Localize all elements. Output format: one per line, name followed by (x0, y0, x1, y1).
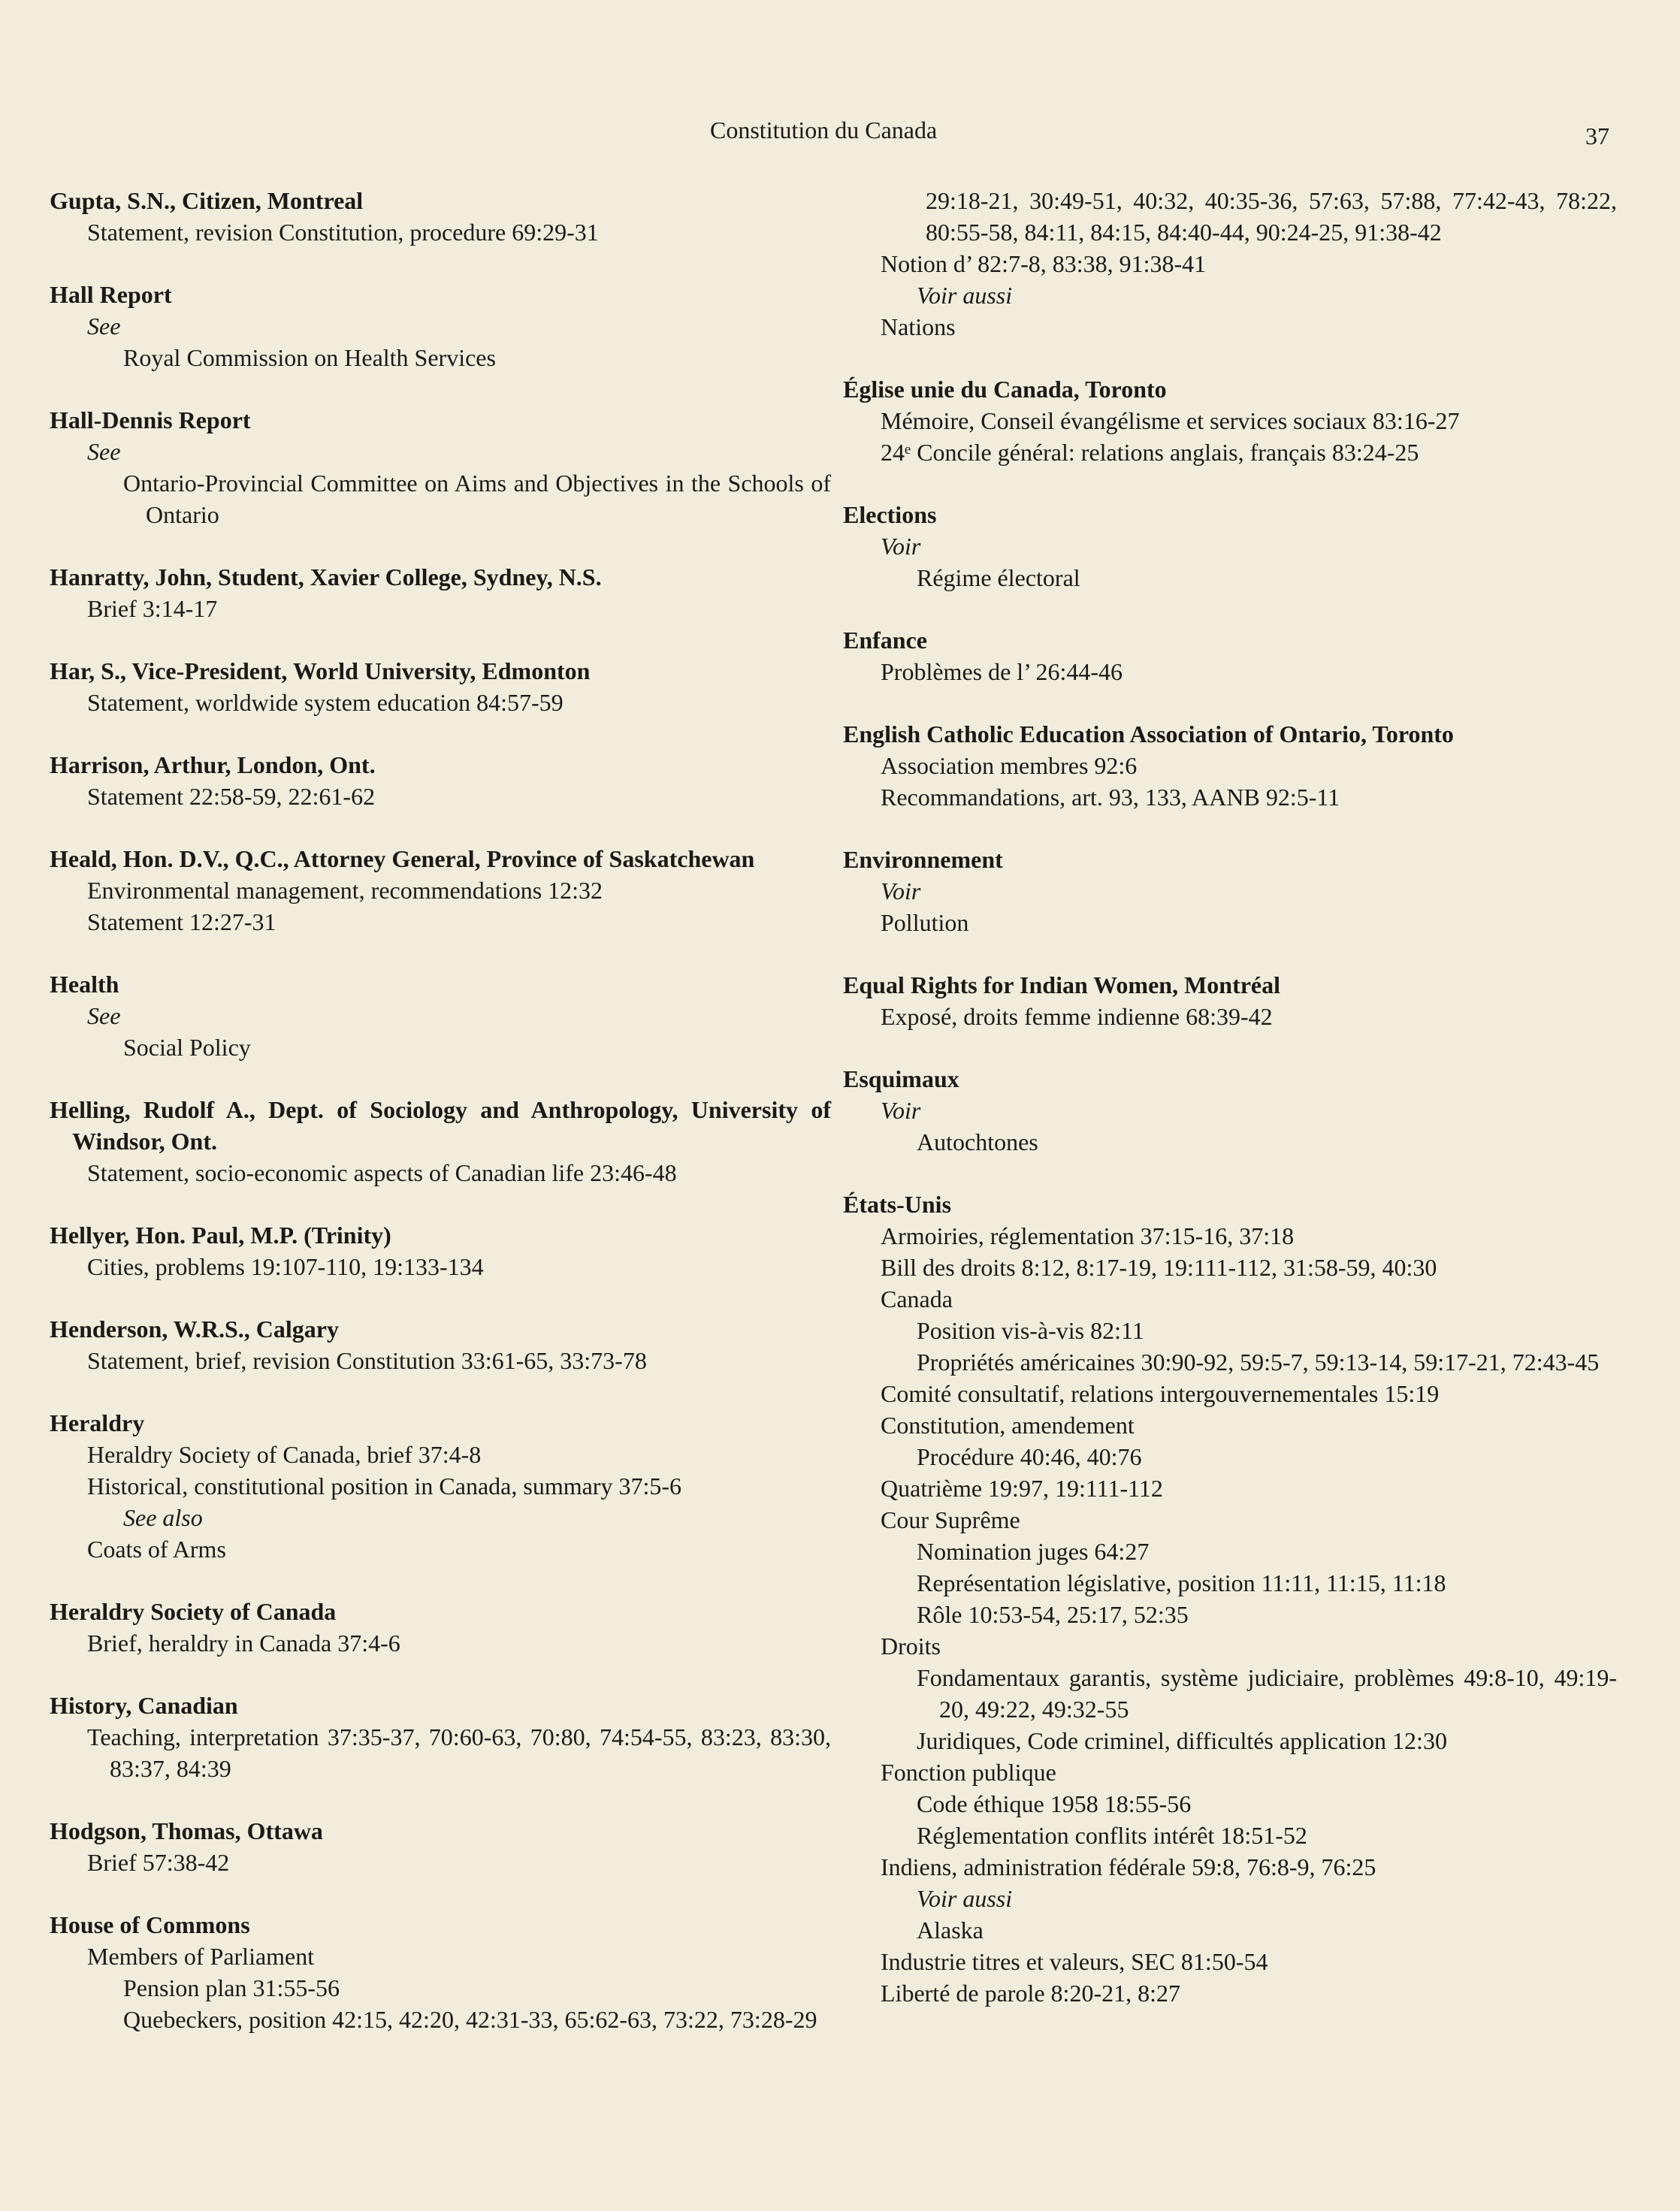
index-entry (50, 404, 831, 530)
index-subentry: Comité consultatif, relations intergouvernementales 15:19 (881, 1380, 1440, 1407)
index-subentry: Quebeckers, position 42:15, 42:20, 42:31-33, 65:62-63, 73:22, 73:28-29 (123, 2006, 817, 2033)
index-subentry: Statement, worldwide system education 84:57-59 (87, 689, 564, 716)
index-heading: Enfance (843, 627, 927, 654)
index-heading: Har, S., Vice-President, World University, Edmonton (50, 657, 591, 684)
index-entry (50, 1407, 831, 1565)
index-subentry: Exposé, droits femme indienne 68:39-42 (881, 1003, 1273, 1030)
index-entry-continuation (843, 185, 1617, 343)
index-subentry: Nations (881, 313, 956, 340)
index-entry (843, 844, 1617, 938)
index-entry (50, 1596, 831, 1659)
index-subentry: Pollution (881, 909, 969, 936)
index-subentry: Cour Suprême (881, 1506, 1020, 1533)
index-entry (50, 1909, 831, 2035)
index-heading: English Catholic Education Association of Ontario, Toronto (843, 720, 1454, 748)
index-subentry: Mémoire, Conseil évangélisme et services sociaux 83:16-27 (881, 407, 1460, 434)
cross-reference-label: See (87, 313, 121, 340)
index-entry (50, 968, 831, 1063)
cross-reference-label: See also (123, 1504, 203, 1531)
index-heading: History, Canadian (50, 1692, 238, 1719)
index-subentry: Nomination juges 64:27 (917, 1538, 1150, 1565)
index-subentry: Association membres 92:6 (881, 752, 1138, 779)
index-subentry: Statement 12:27-31 (87, 908, 276, 935)
cross-reference-label: Voir aussi (917, 1885, 1013, 1912)
index-subentry: Rôle 10:53-54, 25:17, 52:35 (917, 1601, 1189, 1628)
index-subentry: Problèmes de l’ 26:44-46 (881, 658, 1123, 685)
index-heading: Health (50, 971, 119, 998)
index-column-right (843, 185, 1617, 2040)
index-subentry: Statement, revision Constitution, procedure 69:29-31 (87, 219, 599, 246)
index-entry (843, 499, 1617, 594)
cross-reference-label: Voir (881, 533, 921, 560)
index-heading: Hodgson, Thomas, Ottawa (50, 1817, 323, 1844)
index-subentry: Pension plan 31:55-56 (123, 1974, 340, 2001)
index-entry (843, 969, 1617, 1032)
index-entry (50, 749, 831, 812)
index-entry (843, 1063, 1617, 1158)
index-heading: Hellyer, Hon. Paul, M.P. (Trinity) (50, 1222, 391, 1249)
index-subentry: Indiens, administration fédérale 59:8, 76:8-9, 76:25 (881, 1853, 1376, 1880)
index-subentry: Canada (881, 1285, 953, 1312)
index-subentry: Autochtones (917, 1128, 1038, 1155)
index-entry (50, 843, 831, 938)
index-subentry: Notion d’ 82:7-8, 83:38, 91:38-41 (881, 250, 1207, 277)
index-subentry: Royal Commission on Health Services (123, 344, 496, 371)
index-heading: Equal Rights for Indian Women, Montréal (843, 971, 1281, 998)
index-subentry: Brief 57:38-42 (87, 1849, 230, 1876)
index-subentry: Propriétés américaines 30:90-92, 59:5-7, 59:13-14, 59:17-21, 72:43-45 (917, 1349, 1600, 1376)
index-subentry: Droits (881, 1633, 941, 1660)
index-entry (50, 1219, 831, 1282)
index-heading: Heald, Hon. D.V., Q.C., Attorney General, Province of Saskatchewan (50, 845, 755, 872)
index-subentry: Liberté de parole 8:20-21, 8:27 (881, 1980, 1180, 2007)
index-subentry: Historical, constitutional position in Canada, summary 37:5-6 (87, 1472, 681, 1500)
index-subentry: Réglementation conflits intérêt 18:51-52 (917, 1822, 1307, 1849)
index-entry (843, 624, 1617, 687)
cross-reference-label: Voir (881, 1097, 921, 1124)
cross-reference-label: Voir aussi (917, 282, 1013, 309)
index-heading: Heraldry (50, 1409, 145, 1436)
index-subentry: Coats of Arms (87, 1536, 226, 1563)
index-subentry: Brief, heraldry in Canada 37:4-6 (87, 1630, 400, 1657)
index-heading: Hall-Dennis Report (50, 406, 251, 433)
index-heading: House of Commons (50, 1911, 250, 1938)
index-subentry: Bill des droits 8:12, 8:17-19, 19:111-112, 31:58-59, 40:30 (881, 1254, 1437, 1281)
index-heading: Esquimaux (843, 1065, 959, 1092)
index-heading: Hall Report (50, 281, 172, 308)
index-heading: Harrison, Arthur, London, Ont. (50, 751, 376, 778)
index-subentry: Représentation législative, position 11:11, 11:15, 11:18 (917, 1569, 1446, 1596)
index-heading: Gupta, S.N., Citizen, Montreal (50, 187, 364, 214)
cross-reference-label: Voir (881, 877, 921, 905)
index-subentry: Ontario-Provincial Committee on Aims and Objectives in the Schools of Ontario (123, 470, 831, 528)
index-subentry: Juridiques, Code criminel, difficultés application 12:30 (917, 1727, 1447, 1754)
index-subentry: Recommandations, art. 93, 133, AANB 92:5-11 (881, 784, 1340, 811)
page-title: Constitution du Canada (710, 116, 938, 143)
index-subentry: Statement, socio-economic aspects of Canadian life 23:46-48 (87, 1159, 677, 1186)
page-number: 37 (1585, 122, 1609, 150)
cross-reference-label: See (87, 438, 121, 465)
index-heading: Elections (843, 501, 937, 528)
index-heading: États-Unis (843, 1191, 952, 1218)
index-entry (843, 718, 1617, 813)
index-subentry: 24ᵉ Concile général: relations anglais, français 83:24-25 (881, 439, 1419, 466)
index-heading: Henderson, W.R.S., Calgary (50, 1315, 339, 1343)
index-entry (843, 373, 1617, 468)
index-heading: Hanratty, John, Student, Xavier College, Sydney, N.S. (50, 563, 602, 591)
index-entry (50, 1094, 831, 1189)
index-subentry: Brief 3:14-17 (87, 595, 218, 622)
index-subentry: Statement, brief, revision Constitution 33:61-65, 33:73-78 (87, 1347, 647, 1374)
index-subentry: Cities, problems 19:107-110, 19:133-134 (87, 1253, 484, 1280)
index-subentry: Code éthique 1958 18:55-56 (917, 1790, 1192, 1817)
index-entry (50, 185, 831, 248)
index-entry (50, 1815, 831, 1878)
cross-reference-label: See (87, 1002, 121, 1029)
index-subentry: Statement 22:58-59, 22:61-62 (87, 783, 376, 810)
index-subentry: Armoiries, réglementation 37:15-16, 37:18 (881, 1222, 1295, 1249)
index-line-continued: 29:18-21, 30:49-51, 40:32, 40:35-36, 57:63, 57:88, 77:42-43, 78:22, 80:55-58, 84:11, 84:15, 84:40-44, 90:24-25, 91:38-42 (926, 187, 1617, 246)
index-subentry: Social Policy (123, 1034, 251, 1061)
index-subentry: Quatrième 19:97, 19:111-112 (881, 1475, 1163, 1502)
index-subentry: Industrie titres et valeurs, SEC 81:50-54 (881, 1948, 1268, 1975)
index-subentry: Constitution, amendement (881, 1412, 1135, 1439)
index-subentry: Fondamentaux garantis, système judiciaire, problèmes 49:8-10, 49:19-20, 49:22, 49:32-55 (917, 1664, 1617, 1723)
index-subentry: Teaching, interpretation 37:35-37, 70:60-63, 70:80, 74:54-55, 83:23, 83:30, 83:37, 84:39 (87, 1723, 831, 1782)
index-entry (50, 561, 831, 624)
index-subentry: Alaska (917, 1917, 984, 1944)
index-subentry: Régime électoral (917, 564, 1080, 591)
index-subentry: Position vis-à-vis 82:11 (917, 1317, 1144, 1344)
index-subentry: Fonction publique (881, 1759, 1056, 1786)
index-entry (50, 279, 831, 373)
index-entry (843, 1189, 1617, 2009)
index-subentry: Heraldry Society of Canada, brief 37:4-8 (87, 1441, 482, 1468)
index-column-left (50, 185, 831, 2066)
index-heading: Helling, Rudolf A., Dept. of Sociology and Anthropology, University of Windsor, Ont. (50, 1096, 831, 1155)
index-subentry: Procédure 40:46, 40:76 (917, 1443, 1142, 1470)
index-heading: Église unie du Canada, Toronto (843, 376, 1167, 403)
index-subentry: Members of Parliament (87, 1943, 315, 1970)
index-heading: Environnement (843, 846, 1003, 873)
index-entry (50, 1313, 831, 1376)
index-entry (50, 655, 831, 718)
index-heading: Heraldry Society of Canada (50, 1598, 337, 1625)
index-entry (50, 1690, 831, 1784)
index-subentry: Environmental management, recommendations 12:32 (87, 877, 603, 904)
